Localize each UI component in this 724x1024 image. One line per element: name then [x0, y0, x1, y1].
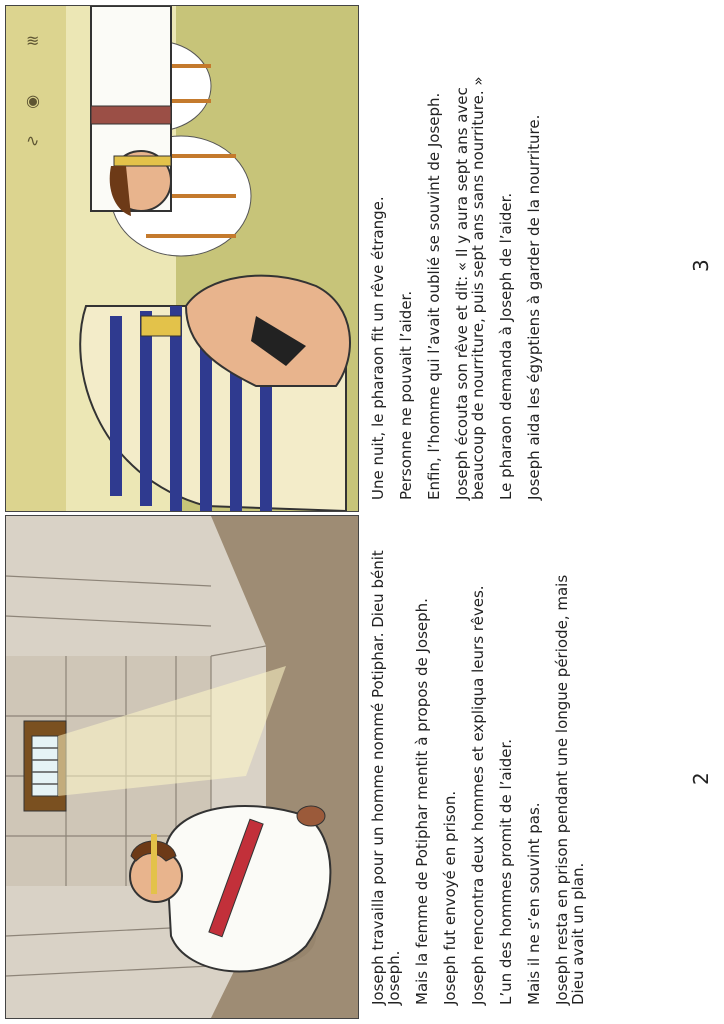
joseph-standing	[91, 6, 171, 216]
page-2-text	[370, 545, 598, 1005]
hieroglyph-icon: ◉	[26, 91, 40, 110]
paragraph: Le pharaon demanda à Joseph de l’aider.	[497, 192, 515, 500]
paragraph: Joseph rencontra deux hommes et expliqua leurs rêves.	[469, 585, 487, 1005]
paragraph: L’un des hommes promit de l’aider.	[497, 738, 515, 1005]
paragraph: Une nuit, le pharaon fit un rêve étrange.	[369, 196, 387, 500]
hieroglyph-icon: ∿	[26, 131, 40, 150]
paragraph: Joseph aida les égyptiens à garder de la nourriture.	[525, 114, 543, 500]
prison-illustration	[5, 515, 359, 1019]
paragraph: Enfin, l’homme qui l’avait oublié se souvint de Joseph.	[425, 92, 443, 500]
paragraph: Joseph resta en prison pendant une longue période, mais Dieu avait un plan.	[553, 574, 587, 1005]
pharaoh-figure	[80, 276, 350, 511]
paragraph: Joseph fut envoyé en prison.	[441, 790, 459, 1005]
paragraph: Mais il ne s’en souvint pas.	[525, 802, 543, 1005]
page-number: 3	[689, 259, 713, 272]
pharaoh-illustration	[5, 5, 359, 512]
paragraph: Personne ne pouvait l’aider.	[397, 290, 415, 500]
paragraph: Joseph écouta son rêve et dit: « Il y aura sept ans avec beaucoup de nourriture, puis sept ans sans nourriture. »	[453, 76, 487, 500]
paragraph: Joseph travailla pour un homme nommé Potiphar. Dieu bénit Joseph.	[369, 550, 403, 1005]
paragraph: Mais la femme de Potiphar mentit à propos de Joseph.	[413, 598, 431, 1005]
hieroglyph-icon: ≋	[26, 31, 40, 50]
page-3-text	[370, 70, 554, 500]
page-number: 2	[689, 772, 713, 785]
